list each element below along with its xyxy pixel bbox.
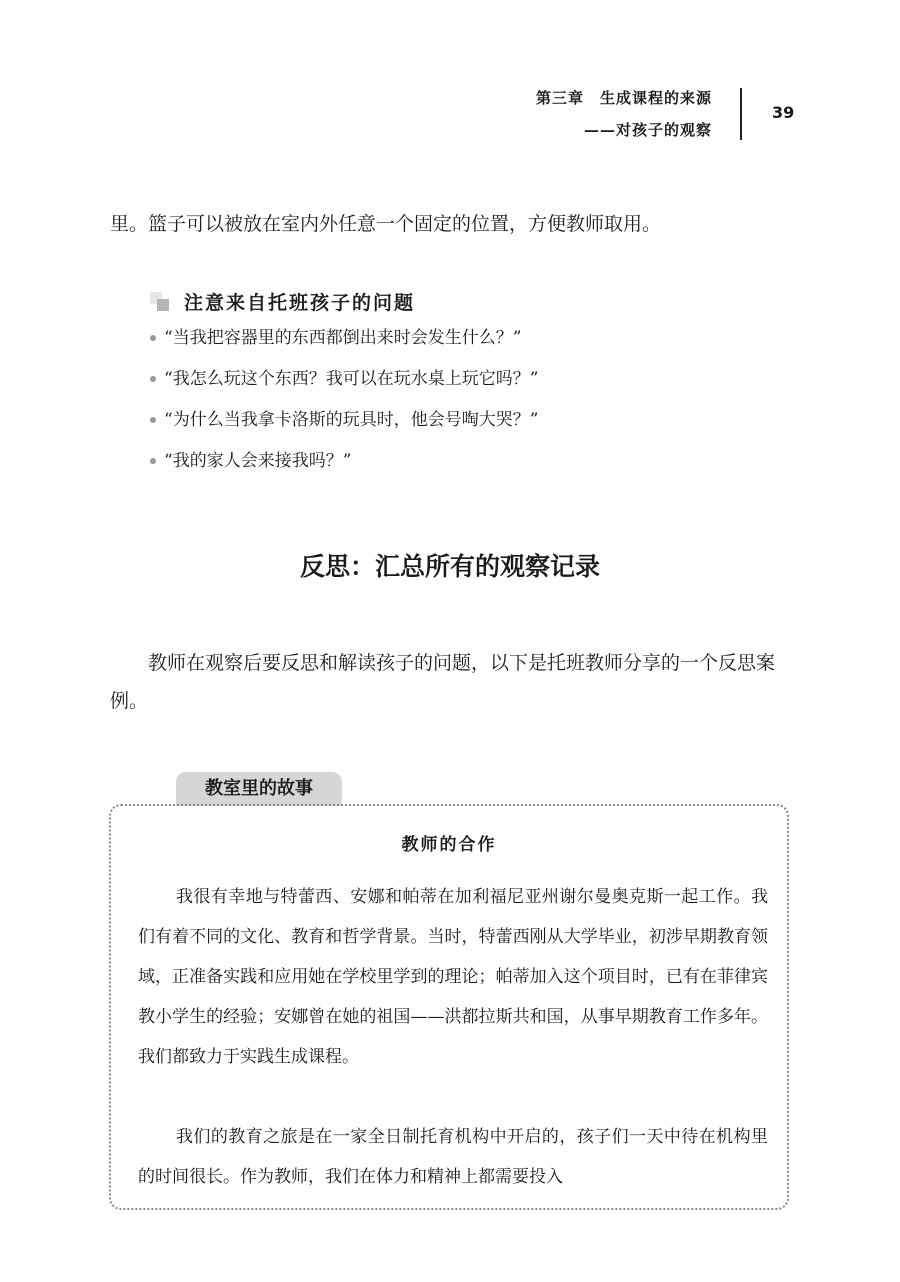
story-paragraph: 我们的教育之旅是在一家全日制托育机构中开启的，孩子们一天中待在机构里的时间很长。作为教师，我们在体力和精神上都需要投入	[138, 1127, 768, 1187]
intro-line: 里。篮子可以被放在室内外任意一个固定的位置，方便教师取用。	[110, 213, 662, 235]
bullet-icon	[150, 335, 156, 341]
story-title: 教师的合作	[401, 835, 497, 855]
question-text: “我怎么玩这个东西？我可以在玩水桌上玩它吗？”	[164, 369, 539, 389]
list-item	[150, 328, 790, 348]
bullet-icon	[150, 458, 156, 464]
question-text: “当我把容器里的东西都倒出来时会发生什么？”	[164, 328, 522, 348]
reflection-paragraph: 教师在观察后要反思和解读孩子的问题，以下是托班教师分享的一个反思案例。	[110, 652, 776, 712]
attention-section-heading	[150, 288, 415, 315]
chapter-title: 第三章 生成课程的来源	[535, 89, 712, 107]
bullet-icon	[150, 417, 156, 423]
story-paragraph: 我很有幸地与特蕾西、安娜和帕蒂在加利福尼亚州谢尔曼奥克斯一起工作。我们有着不同的文化、教育和哲学背景。当时，特蕾西刚从大学毕业，初涉早期教育领域，正准备实践和应用她在学校里学到的理论；帕蒂加入这个项目时，已有在菲律宾教小学生的经验；安娜曾在她的祖国——洪都拉斯共和国，从事早期教育工作多年。我们都致力于实践生成课程。	[138, 887, 768, 1067]
header-divider	[740, 88, 742, 140]
reflection-heading: 反思：汇总所有的观察记录	[299, 552, 600, 581]
list-item	[150, 369, 790, 389]
bullet-icon	[150, 376, 156, 382]
page-number: 39	[772, 103, 795, 122]
stacked-squares-icon	[150, 292, 172, 312]
attention-heading-text: 注意来自托班孩子的问题	[184, 292, 416, 314]
list-item	[150, 451, 790, 471]
question-text: “我的家人会来接我吗？”	[164, 451, 352, 471]
story-tab-label: 教室里的故事	[176, 772, 342, 806]
list-item	[150, 410, 790, 430]
running-header	[536, 88, 712, 140]
chapter-subtitle: ——对孩子的观察	[583, 121, 712, 139]
question-list	[150, 328, 790, 492]
question-text: “为什么当我拿卡洛斯的玩具时，他会号啕大哭？”	[164, 410, 539, 430]
